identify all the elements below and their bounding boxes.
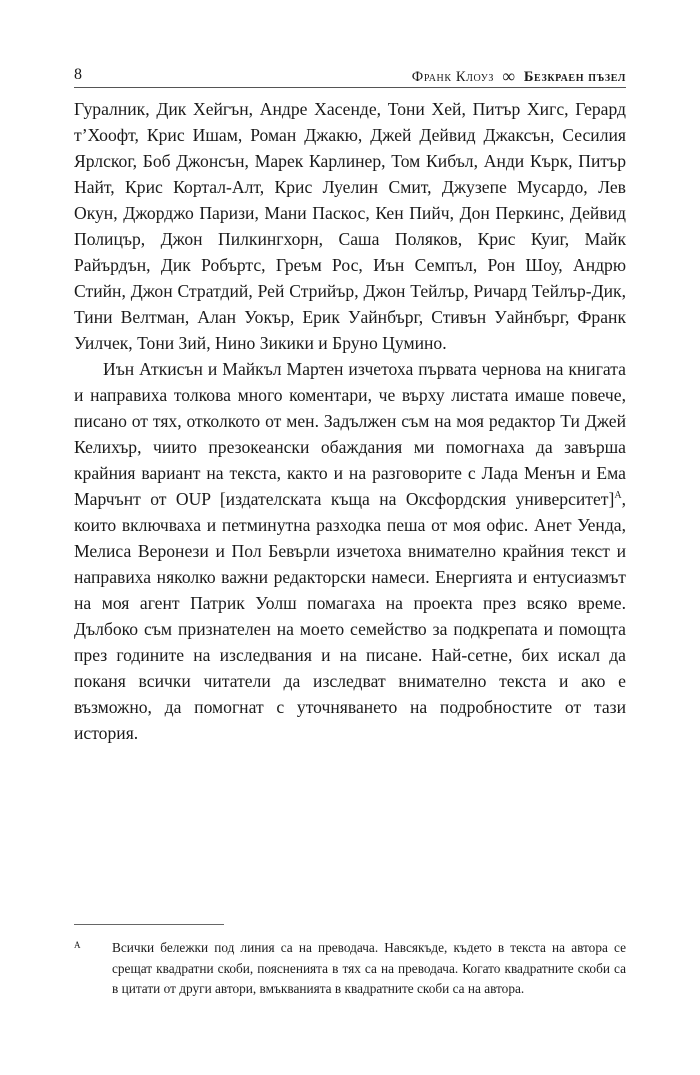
paragraph-text-part-1: Иън Аткисън и Майкъл Мартен изчетоха първата чернова на книгата и направиха толкова много коментари, че върху листата имаше повече, писано от тях, отколкото от мен. Задължен съм на моя редактор Ти Джей Келихър, чиито презокеански обаждания ми помогнаха да завърша крайния вариант на текста, както и на разговорите с Лада Менън и Ема Марчънт от OUP [издателската къща на Оксфордския университет] bbox=[74, 359, 626, 509]
running-header bbox=[74, 66, 626, 86]
footnote bbox=[74, 938, 626, 1000]
running-title bbox=[412, 66, 626, 87]
footnote-text: Всички бележки под линия са на преводача. Навсякъде, където в текста на автора се срещат квадратни скоби, поясненията в тях са на преводача. Когато квадратните скоби са в цитати от други автори, вмъкванията в квадратните скоби са на автора. bbox=[112, 940, 626, 996]
header-rule bbox=[74, 87, 626, 88]
paragraph-acknowledgement-editors bbox=[74, 356, 626, 746]
footnote-rule bbox=[74, 924, 224, 925]
footnote-reference[interactable]: А bbox=[614, 490, 622, 501]
paragraph-acknowledgement-names: Гуралник, Дик Хейгън, Андре Хасенде, Тони Хей, Питър Хигс, Герард т’Хоофт, Крис Ишам, Роман Джакю, Джей Дейвид Джаксън, Сесилия Ярлског, Боб Джонсън, Марек Карлинер, Том Кибъл, Анди Кърк, Питър Найт, Крис Кортал-Алт, Крис Луелин Смит, Джузепе Мусардо, Лев Окун, Джорджо Паризи, Мани Паскос, Кен Пийч, Дон Перкинс, Дейвид Полицър, Джон Пилкингхорн, Саша Поляков, Крис Куиг, Майк Райърдън, Дик Робъртс, Греъм Рос, Иън Семпъл, Рон Шоу, Андрю Стийн, Джон Стратдий, Рей Стрийър, Джон Тейлър, Ричард Тейлър-Дик, Тини Велтман, Алан Уокър, Ерик Уайнбърг, Стивън Уайнбърг, Франк Уилчек, Тони Зий, Нино Зикики и Бруно Цумино. bbox=[74, 99, 626, 353]
page-number: 8 bbox=[74, 66, 82, 83]
main-text bbox=[74, 96, 626, 746]
infinity-separator: ∞ bbox=[502, 66, 516, 86]
paragraph-text-part-2: , които включваха и петминутна разходка пеша от моя офис. Анет Уенда, Мелиса Веронези и Пол Бевърли изчетоха внимателно крайния текст и направиха няколко важни редакторски намеси. Енергията и ентусиазмът на моя агент Патрик Уолш помагаха на проекта през всяко време. Дълбоко съм признателен на моето семейство за подкрепата и помощта през годините на изследвания и на писане. Най-сетне, бих искал да поканя всички читатели да изследват внимателно текста и ако е възможно, да помогнат с уточняването на подробностите от тази история. bbox=[74, 489, 626, 743]
footnote-marker: А bbox=[74, 940, 81, 950]
book-title: Безкраен пъзел bbox=[523, 69, 626, 85]
author-name: Франк Клоуз bbox=[411, 69, 494, 85]
